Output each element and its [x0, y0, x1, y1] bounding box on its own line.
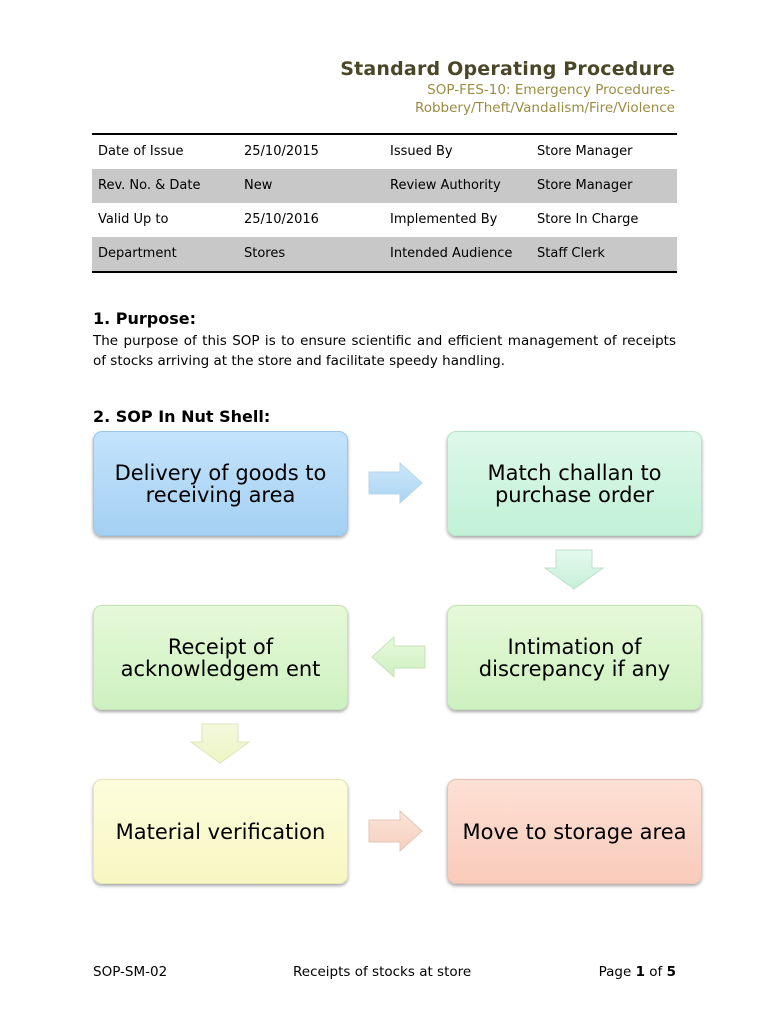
arrow-down-icon — [189, 723, 251, 765]
table-cell: Department — [92, 237, 238, 272]
footer-page-word: Page — [598, 964, 632, 980]
footer-doc-title: Receipts of stocks at store — [293, 964, 472, 980]
table-row — [92, 203, 677, 237]
table-cell: Intended Audience — [384, 237, 531, 272]
table-cell: Rev. No. & Date — [92, 169, 238, 203]
table-cell: Stores — [238, 237, 384, 272]
flow-step-material-verification — [93, 779, 348, 884]
footer-page-current: 1 — [635, 964, 645, 980]
table-cell: New — [238, 169, 384, 203]
document-info-table — [92, 133, 677, 273]
purpose-heading: 1. Purpose: — [93, 309, 197, 328]
nutshell-heading: 2. SOP In Nut Shell: — [93, 407, 271, 426]
flow-step-intimation — [447, 605, 702, 710]
table-row — [92, 237, 677, 272]
footer-doc-code: SOP-SM-02 — [93, 964, 168, 980]
table-cell: Date of Issue — [98, 144, 184, 159]
arrow-down-icon — [543, 549, 605, 591]
footer-page-total: 5 — [666, 964, 676, 980]
footer-of-word: of — [649, 964, 663, 980]
table-cell: Store Manager — [531, 169, 677, 203]
flow-step-delivery — [93, 431, 348, 536]
table-cell: Staff Clerk — [531, 237, 677, 272]
table-cell: Store In Charge — [537, 212, 639, 227]
document-header — [340, 57, 675, 117]
table-row — [92, 134, 677, 169]
flow-step-label: Receipt of acknowledgem ent — [120, 634, 321, 681]
table-cell: 25/10/2016 — [244, 212, 319, 227]
table-cell: Review Authority — [384, 169, 531, 203]
flow-step-label: Delivery of goods to receiving area — [114, 460, 327, 507]
flow-step-label: Material verification — [115, 819, 326, 844]
flow-step-storage — [447, 779, 702, 884]
table-cell: Store Manager — [537, 144, 633, 159]
flow-step-label: Intimation of discrepancy if any — [478, 634, 671, 681]
arrow-right-icon — [368, 461, 424, 505]
footer-page-number — [599, 964, 676, 980]
document-title: Standard Operating Procedure — [340, 58, 675, 80]
document-subtitle-line2: Robbery/Theft/Vandalism/Fire/Violence — [414, 100, 675, 116]
arrow-left-icon — [370, 635, 426, 679]
table-cell: 25/10/2015 — [244, 144, 319, 159]
table-cell: Issued By — [390, 144, 453, 159]
table-row — [92, 169, 677, 203]
flow-step-receipt — [93, 605, 348, 710]
arrow-right-icon — [368, 809, 424, 853]
table-cell: Implemented By — [390, 212, 498, 227]
purpose-text: The purpose of this SOP is to ensure scientific and efficient management of receipts of stocks arriving at the store and facilitate speedy handling. — [93, 333, 676, 369]
flow-step-label: Move to storage area — [462, 819, 687, 844]
flow-step-label: Match challan to purchase order — [487, 460, 662, 507]
flow-step-match-challan — [447, 431, 702, 536]
table-cell: Valid Up to — [98, 212, 169, 227]
document-subtitle-line1: SOP-FES-10: Emergency Procedures- — [427, 82, 675, 98]
